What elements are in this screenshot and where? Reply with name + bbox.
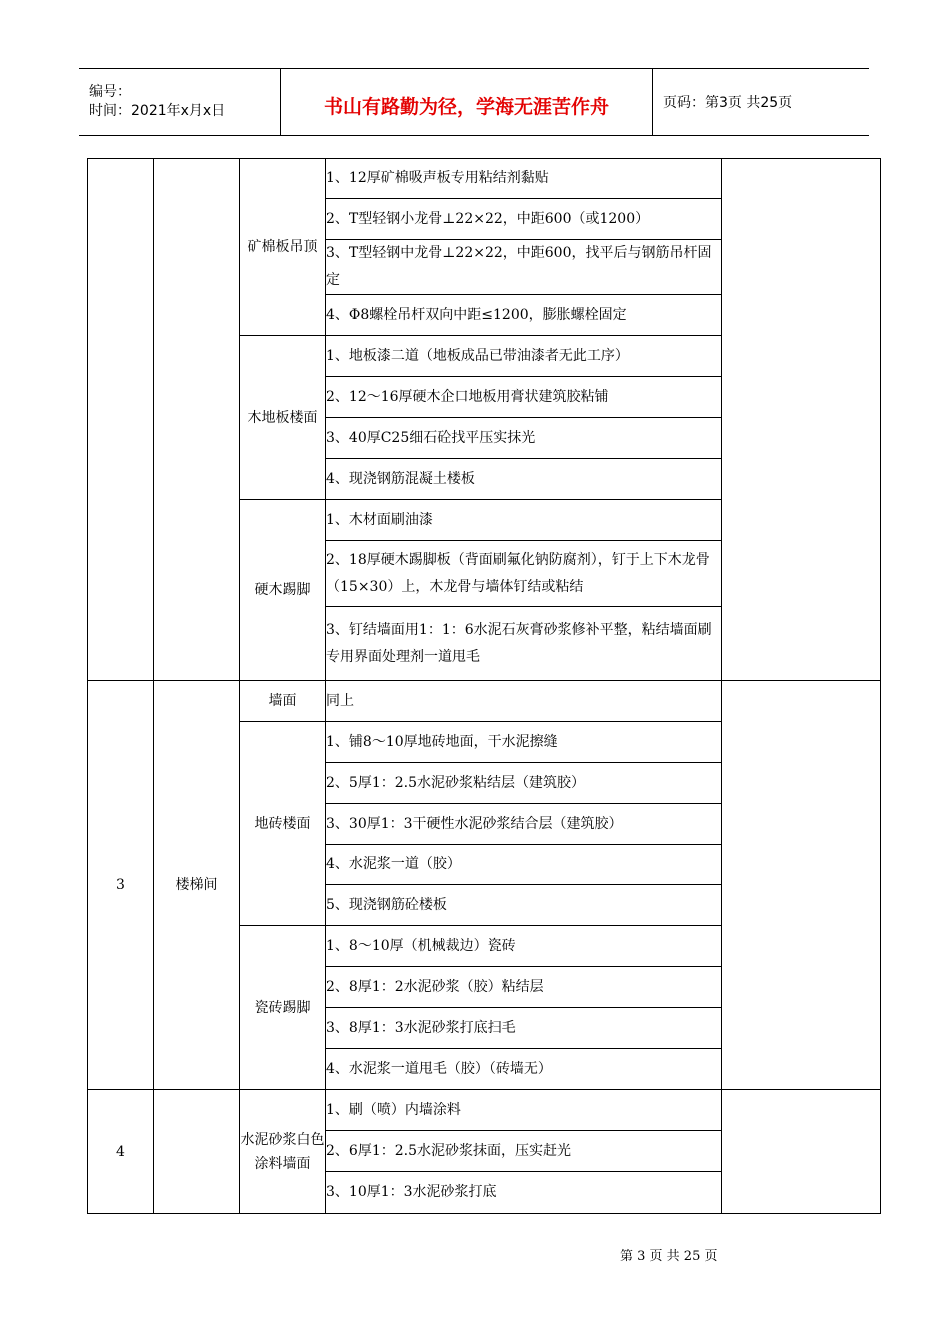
construction-step-cell: 4、现浇钢筋混凝土楼板: [326, 459, 722, 500]
construction-step-cell: 1、地板漆二道（地板成品已带油漆者无此工序）: [326, 336, 722, 377]
doc-date-label: 时间：2021年x月x日: [89, 103, 226, 119]
header-meta: [79, 69, 281, 135]
construction-step-cell: 2、T型轻钢小龙骨⊥22×22，中距600（或1200）: [326, 199, 722, 240]
construction-step-cell: 同上: [326, 681, 722, 722]
construction-step-cell: 1、铺8～10厚地砖地面，干水泥擦缝: [326, 722, 722, 763]
header-motto: 书山有路勤为径，学海无涯苦作舟: [281, 69, 653, 135]
finish-item-cell: 硬木踢脚: [240, 500, 326, 681]
remarks-cell: [722, 1090, 881, 1214]
construction-step-cell: 2、18厚硬木踢脚板（背面刷氟化钠防腐剂），钉于上下木龙骨（15×30）上，木龙骨与墙体钉结或粘结: [326, 541, 722, 607]
table-row: [88, 1090, 881, 1131]
header-page-number: 页码：第3页 共25页: [663, 95, 793, 111]
construction-spec-table: [87, 158, 881, 1214]
construction-step-cell: 1、刷（喷）内墙涂料: [326, 1090, 722, 1131]
construction-step-cell: 4、水泥浆一道（胶）: [326, 845, 722, 885]
page-footer: 第 3 页 共 25 页: [620, 1249, 718, 1264]
finish-item-cell: 瓷砖踢脚: [240, 926, 326, 1090]
construction-step-cell: 2、5厚1：2.5水泥砂浆粘结层（建筑胶）: [326, 763, 722, 804]
construction-step-cell: 2、8厚1：2水泥砂浆（胶）粘结层: [326, 967, 722, 1008]
page-header: [79, 68, 869, 136]
finish-item-cell: 水泥砂浆白色涂料墙面: [240, 1090, 326, 1214]
row-number-cell: 3: [88, 681, 154, 1090]
table-row: [88, 159, 881, 199]
finish-item-cell: 地砖楼面: [240, 722, 326, 926]
construction-step-cell: 2、12～16厚硬木企口地板用膏状建筑胶粘铺: [326, 377, 722, 418]
construction-step-cell: 5、现浇钢筋砼楼板: [326, 885, 722, 926]
construction-step-cell: 1、木材面刷油漆: [326, 500, 722, 541]
finish-item-cell: 矿棉板吊顶: [240, 159, 326, 336]
construction-step-cell: 3、30厚1：3干硬性水泥砂浆结合层（建筑胶）: [326, 804, 722, 845]
row-number-cell: [88, 159, 154, 681]
area-name-cell: [154, 159, 240, 681]
area-name-cell: [154, 1090, 240, 1214]
construction-step-cell: 4、水泥浆一道甩毛（胶）（砖墙无）: [326, 1049, 722, 1090]
area-name-cell: 楼梯间: [154, 681, 240, 1090]
construction-step-cell: 3、10厚1：3水泥砂浆打底: [326, 1172, 722, 1214]
table-row: [88, 681, 881, 722]
construction-step-cell: 4、Φ8螺栓吊杆双向中距≤1200，膨胀螺栓固定: [326, 295, 722, 336]
remarks-cell: [722, 159, 881, 681]
construction-step-cell: 3、8厚1：3水泥砂浆打底扫毛: [326, 1008, 722, 1049]
finish-item-cell: 木地板楼面: [240, 336, 326, 500]
remarks-cell: [722, 681, 881, 1090]
construction-step-cell: 2、6厚1：2.5水泥砂浆抹面，压实赶光: [326, 1131, 722, 1172]
construction-step-cell: 3、钉结墙面用1：1：6水泥石灰膏砂浆修补平整，粘结墙面刷专用界面处理剂一道甩毛: [326, 607, 722, 681]
construction-step-cell: 1、12厚矿棉吸声板专用粘结剂黏贴: [326, 159, 722, 199]
construction-step-cell: 1、8～10厚（机械裁边）瓷砖: [326, 926, 722, 967]
row-number-cell: 4: [88, 1090, 154, 1214]
finish-item-cell: 墙面: [240, 681, 326, 722]
doc-number-label: 编号：: [89, 84, 131, 100]
construction-step-cell: 3、T型轻钢中龙骨⊥22×22，中距600，找平后与钢筋吊杆固定: [326, 240, 722, 295]
construction-step-cell: 3、40厚C25细石砼找平压实抹光: [326, 418, 722, 459]
